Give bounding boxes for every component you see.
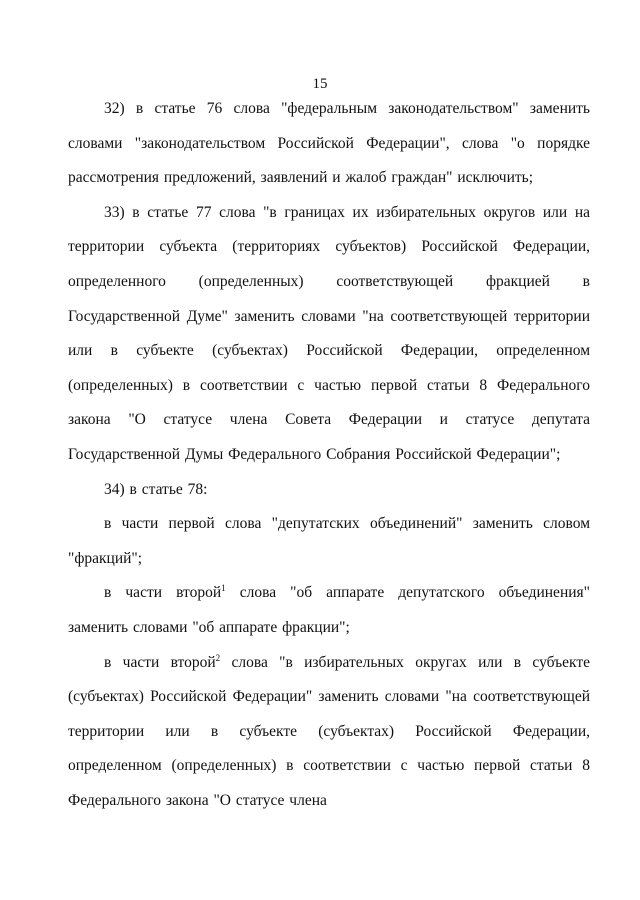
paragraph-item-34	[68, 473, 590, 508]
superscript-marker: 1	[221, 583, 226, 594]
superscript-marker: 2	[215, 652, 221, 663]
page-number: 15	[312, 76, 328, 92]
paragraph-text: 34) в статье 78:	[104, 480, 208, 498]
paragraph-part-one	[68, 507, 590, 576]
paragraph-text: 32) в статье 76 слова "федеральным законодательством" заменить словами "законодательством Российской Федерации", слова "о порядке рассмотрения предложений, заявлений и жалоб граждан" исключить;	[68, 100, 590, 187]
paragraph-text: в части первой слова "депутатских объединений" заменить словом "фракций";	[68, 515, 590, 567]
paragraph-part-two-1	[68, 576, 590, 645]
paragraph-text: в части второй	[104, 584, 222, 602]
paragraph-text: в части второй	[104, 653, 216, 671]
document-body	[68, 92, 590, 818]
paragraph-part-two-2	[68, 646, 590, 819]
paragraph-item-32	[68, 92, 590, 196]
paragraph-text: слова "в избирательных округах или в субъекте (субъектах) Российской Федерации" заменить словами "на соответствующей территории или в субъекте (субъектах) Российской Федерации, определенном (определенных) в соответствии с частью первой статьи 8 Федерального закона "О статусе члена	[68, 653, 590, 809]
paragraph-text: слова "об аппарате депутатского объединения" заменить словами "об аппарате фракции";	[68, 584, 590, 636]
paragraph-text: 33) в статье 77 слова "в границах их избирательных округов или на территории субъекта (территориях субъектов) Российской Федерации, определенного (определенных) соответствующей фракцией в Государственной Думе" заменить словами "на соответствующей территории или в субъекте (субъектах) Российской Федерации, определенном (определенных) в соответствии с частью первой статьи 8 Федерального закона "О статусе члена Совета Федерации и статусе депутата Государственной Думы Федерального Собрания Российской Федерации";	[68, 203, 590, 463]
paragraph-item-33	[68, 196, 590, 473]
